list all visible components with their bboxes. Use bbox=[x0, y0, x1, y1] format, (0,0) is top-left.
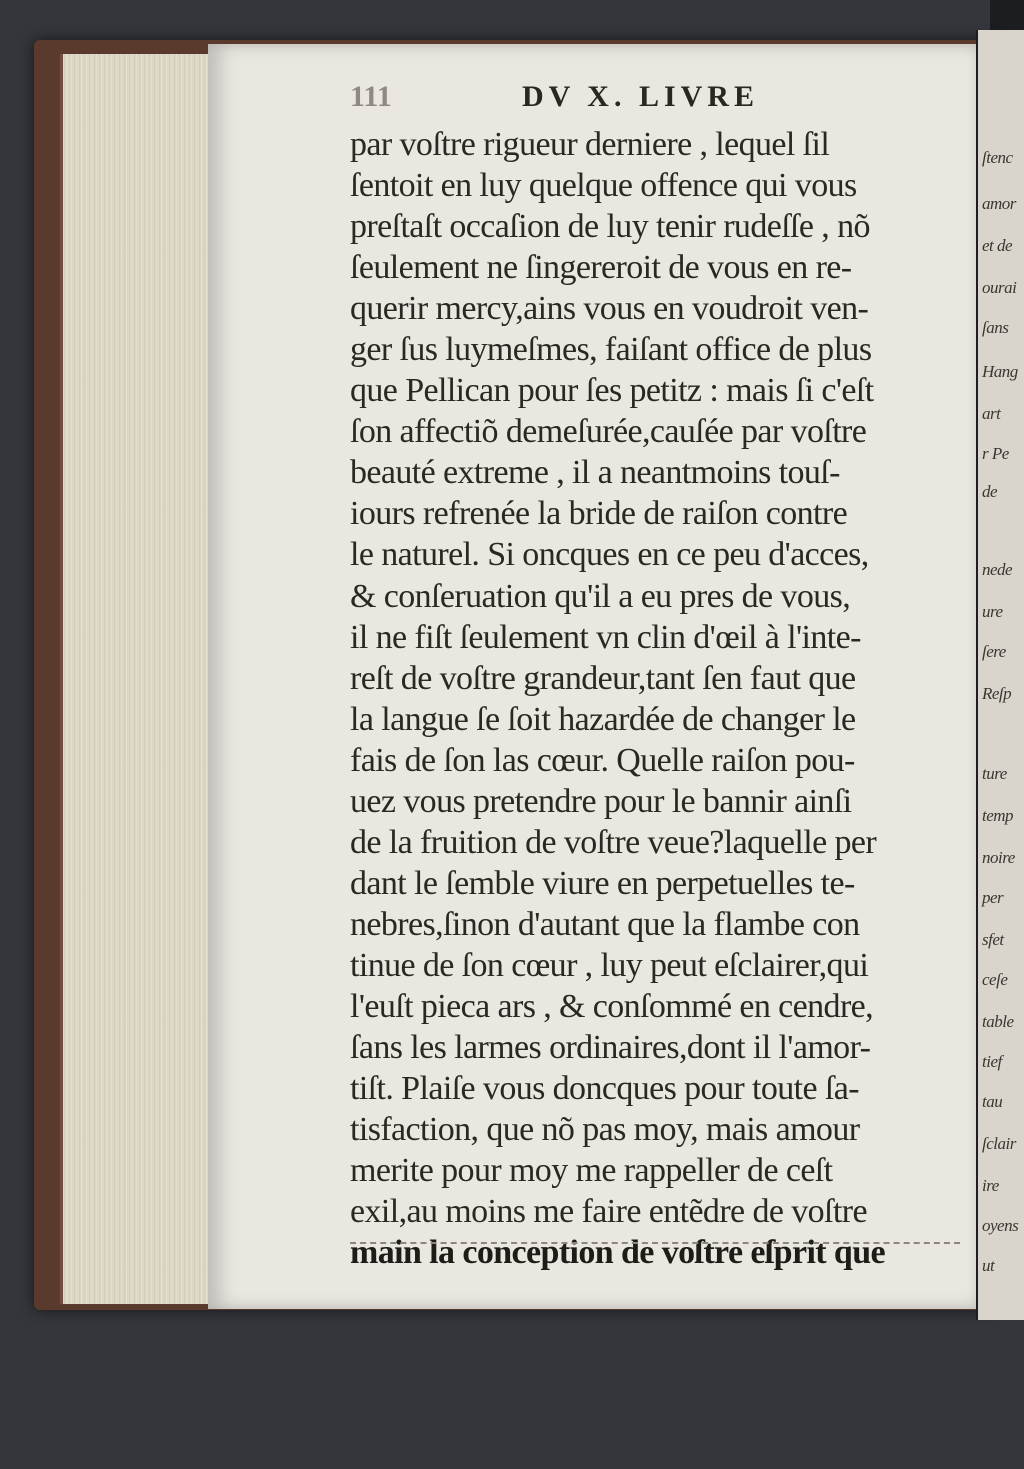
text-line: beauté extreme , il a neantmoins touſ- bbox=[350, 454, 840, 492]
facing-fragment: ſans bbox=[982, 318, 1009, 337]
text-line: ſentoit en luy quelque offence qui vous bbox=[350, 167, 857, 205]
text-line: le naturel. Si oncques en ce peu d'acces, bbox=[350, 536, 869, 574]
text-line: reſt de voſtre grandeur,tant ſen faut que bbox=[350, 659, 856, 697]
text-line: que Pellican pour ſes petitz : mais ſi c'eſt bbox=[350, 372, 874, 410]
facing-fragment: ire bbox=[982, 1176, 999, 1195]
facing-fragment: Reſp bbox=[982, 684, 1012, 703]
text-line: fais de ſon las cœur. Quelle raiſon pou- bbox=[350, 741, 855, 779]
facing-fragment: ſere bbox=[982, 642, 1006, 661]
text-line: l'euſt pieca ars , & conſommé en cendre, bbox=[350, 987, 874, 1025]
facing-fragment: tau bbox=[982, 1092, 1003, 1111]
text-line: merite pour moy me rappeller de ceſt bbox=[350, 1152, 833, 1190]
text-line: il ne fiſt ſeulement vn clin d'œil à l'inte- bbox=[350, 618, 861, 656]
facing-fragment: ceſe bbox=[982, 970, 1008, 989]
facing-fragment: noire bbox=[982, 848, 1015, 867]
facing-fragment: ure bbox=[982, 602, 1003, 621]
text-line: main la conception de voſtre eſprit que bbox=[350, 1234, 886, 1272]
text-line: & conſeruation qu'il a eu pres de vous, bbox=[350, 577, 851, 615]
facing-fragment: ture bbox=[982, 764, 1007, 783]
text-line: preſtaſt occaſion de luy tenir rudeſſe , nõ bbox=[350, 208, 870, 246]
facing-fragment: art bbox=[982, 404, 1001, 423]
text-line: querir mercy,ains vous en voudroit ven- bbox=[350, 290, 869, 328]
facing-fragment: et de bbox=[982, 236, 1013, 255]
facing-fragment: de bbox=[982, 482, 998, 501]
text-line: uez vous pretendre pour le bannir ainſi bbox=[350, 782, 852, 820]
text-line: tisfaction, que nõ pas moy, mais amour bbox=[350, 1111, 860, 1149]
text-line: par voſtre rigueur derniere , lequel ſil bbox=[350, 126, 830, 163]
facing-fragment: ourai bbox=[982, 278, 1017, 297]
facing-fragment: per bbox=[982, 888, 1004, 907]
catchline-rule bbox=[350, 1242, 960, 1244]
page-header bbox=[350, 80, 970, 120]
text-line: tinue de ſon cœur , luy peut eſclairer,qui bbox=[350, 946, 869, 984]
facing-fragment: Hang bbox=[982, 362, 1018, 381]
facing-page-edge bbox=[976, 30, 1024, 1320]
text-line: tiſt. Plaiſe vous doncques pour toute ſa- bbox=[350, 1070, 859, 1108]
text-line: ſeulement ne ſingereroit de vous en re- bbox=[350, 249, 852, 287]
page-number: 111 bbox=[350, 80, 392, 113]
facing-fragment: table bbox=[982, 1012, 1014, 1031]
text-line: nebres,ſinon d'autant que la flambe con bbox=[350, 905, 860, 943]
text-line: exil,au moins me faire entẽdre de voſtre bbox=[350, 1193, 867, 1231]
facing-fragment: ſtenc bbox=[982, 148, 1013, 167]
text-line: ſon affectiõ demeſurée,cauſée par voſtre bbox=[350, 413, 867, 451]
text-line: dant le ſemble viure en perpetuelles te- bbox=[350, 864, 855, 902]
facing-fragment: ut bbox=[982, 1256, 995, 1275]
facing-fragment: tief bbox=[982, 1052, 1002, 1071]
facing-fragment: nede bbox=[982, 560, 1013, 579]
text-line: ger ſus luymeſmes, faiſant office de plus bbox=[350, 331, 872, 369]
page-edges bbox=[60, 54, 213, 1304]
text-line: ſans les larmes ordinaires,dont il l'amor- bbox=[350, 1029, 871, 1067]
text-line: de la fruition de voſtre veue?laquelle per bbox=[350, 823, 877, 861]
text-line: iours refrenée la bride de raiſon contre bbox=[350, 495, 848, 533]
body-text bbox=[350, 124, 970, 1273]
facing-fragment: oyens bbox=[982, 1216, 1019, 1235]
facing-fragment: temp bbox=[982, 806, 1014, 825]
facing-fragment: sfet bbox=[982, 930, 1004, 949]
facing-fragment: amor bbox=[982, 194, 1016, 213]
facing-fragment: r Pe bbox=[982, 444, 1009, 463]
facing-fragment: ſclair bbox=[982, 1134, 1016, 1153]
running-head: DV X. LIVRE bbox=[522, 80, 759, 113]
text-line: la langue ſe ſoit hazardée de changer le bbox=[350, 700, 856, 738]
